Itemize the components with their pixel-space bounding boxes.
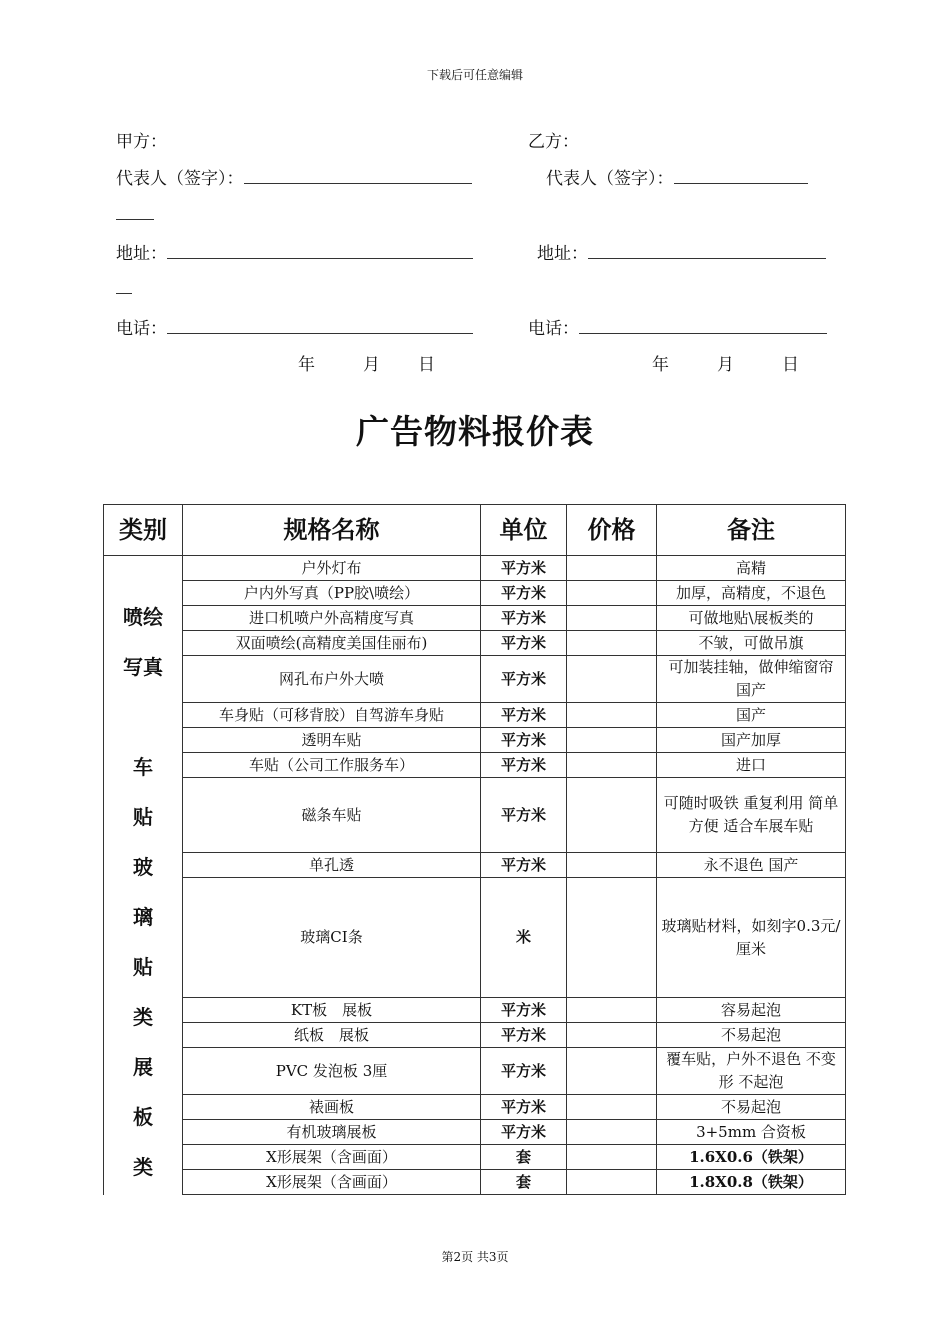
- party-a-date: [298, 350, 435, 375]
- price-cell: [567, 556, 657, 581]
- party-a-day: 日: [418, 355, 435, 375]
- price-cell: [567, 1095, 657, 1120]
- category-char: 车: [133, 755, 153, 779]
- remark-cell: 永不退色 国产: [657, 853, 846, 878]
- remark-cell: 高精: [657, 556, 846, 581]
- party-a-year: 年: [298, 355, 315, 375]
- party-b-address-line: [588, 244, 826, 259]
- unit-cell: 平方米: [481, 556, 567, 581]
- table-row: [104, 1095, 846, 1120]
- unit-cell: 平方米: [481, 778, 567, 853]
- spec-name-cell: 有机玻璃展板: [183, 1120, 481, 1145]
- price-cell: [567, 1120, 657, 1145]
- remark-cell: 可随时吸铁 重复利用 简单方便 适合车展车贴: [657, 778, 846, 853]
- category-cell: [104, 556, 183, 1195]
- table-row: [104, 556, 846, 581]
- unit-cell: 平方米: [481, 703, 567, 728]
- party-a-phone-line: [167, 319, 473, 334]
- unit-cell: 平方米: [481, 581, 567, 606]
- price-cell: [567, 853, 657, 878]
- quote-table: [103, 504, 846, 1195]
- party-b-phone-label: 电话：: [528, 319, 579, 339]
- price-cell: [567, 728, 657, 753]
- table-header-row: [104, 505, 846, 556]
- table-row: [104, 1145, 846, 1170]
- category-char: 喷绘: [123, 605, 163, 629]
- party-a-rep-line-overflow: [116, 205, 154, 225]
- price-cell: [567, 778, 657, 853]
- remark-cell: 3+5mm 合资板: [657, 1120, 846, 1145]
- table-row: [104, 656, 846, 703]
- spec-name-cell: 透明车贴: [183, 728, 481, 753]
- table-row: [104, 1120, 846, 1145]
- party-b-day: 日: [782, 355, 799, 375]
- category-char: 类: [133, 1005, 153, 1029]
- unit-cell: 平方米: [481, 656, 567, 703]
- remark-cell: 不易起泡: [657, 1023, 846, 1048]
- party-b-month: 月: [717, 355, 734, 375]
- category-char: 玻: [133, 855, 153, 879]
- party-a-address: [116, 239, 473, 264]
- price-cell: [567, 581, 657, 606]
- price-cell: [567, 1023, 657, 1048]
- price-cell: [567, 753, 657, 778]
- table-row: [104, 581, 846, 606]
- table-row: [104, 728, 846, 753]
- party-a-rep-label: 代表人（签字）：: [116, 169, 244, 189]
- party-b-phone: [528, 314, 827, 339]
- header-remark: 备注: [657, 505, 846, 556]
- remark-cell: 可加装挂轴，做伸缩窗帘 国产: [657, 656, 846, 703]
- price-cell: [567, 1170, 657, 1195]
- party-b-year: 年: [652, 355, 669, 375]
- price-cell: [567, 1145, 657, 1170]
- unit-cell: 平方米: [481, 1023, 567, 1048]
- spec-name-cell: PVC 发泡板 3厘: [183, 1048, 481, 1095]
- party-a-rep: [116, 164, 472, 189]
- category-char: 贴: [133, 805, 153, 829]
- table-row: [104, 1023, 846, 1048]
- price-cell: [567, 1048, 657, 1095]
- category-char: 类: [133, 1155, 153, 1179]
- header-category: 类别: [104, 505, 183, 556]
- table-row: [104, 853, 846, 878]
- price-cell: [567, 606, 657, 631]
- unit-cell: 平方米: [481, 998, 567, 1023]
- remark-cell: 加厚，高精度，不退色: [657, 581, 846, 606]
- unit-cell: 套: [481, 1170, 567, 1195]
- table-row: [104, 878, 846, 998]
- remark-cell: 1.6X0.6（铁架）: [657, 1145, 846, 1170]
- unit-cell: 平方米: [481, 753, 567, 778]
- unit-cell: 套: [481, 1145, 567, 1170]
- header-note: 下载后可任意编辑: [426, 68, 523, 82]
- unit-cell: 米: [481, 878, 567, 998]
- spec-name-cell: 纸板 展板: [183, 1023, 481, 1048]
- category-char: [108, 692, 178, 742]
- party-b-label: 乙方：: [528, 132, 579, 152]
- remark-cell: 进口: [657, 753, 846, 778]
- spec-name-cell: 网孔布户外大喷: [183, 656, 481, 703]
- party-b-address-label: 地址：: [537, 244, 588, 264]
- party-a-label: 甲方：: [116, 132, 167, 152]
- header-price: 价格: [567, 505, 657, 556]
- unit-cell: 平方米: [481, 853, 567, 878]
- spec-name-cell: 磁条车贴: [183, 778, 481, 853]
- header-unit: 单位: [481, 505, 567, 556]
- remark-cell: 不易起泡: [657, 1095, 846, 1120]
- spec-name-cell: 车贴（公司工作服务车）: [183, 753, 481, 778]
- price-cell: [567, 878, 657, 998]
- spec-name-cell: 玻璃CI条: [183, 878, 481, 998]
- table-row: [104, 1170, 846, 1195]
- party-a-address-line: [167, 244, 473, 259]
- remark-cell: 容易起泡: [657, 998, 846, 1023]
- party-b-phone-line: [579, 319, 827, 334]
- remark-cell: 可做地贴\展板类的: [657, 606, 846, 631]
- party-b-date: [652, 350, 799, 375]
- price-cell: [567, 656, 657, 703]
- category-char: 写真: [123, 655, 163, 679]
- spec-name-cell: 户外灯布: [183, 556, 481, 581]
- party-a-address-label: 地址：: [116, 244, 167, 264]
- unit-cell: 平方米: [481, 606, 567, 631]
- spec-name-cell: 户内外写真（PP胶\喷绘）: [183, 581, 481, 606]
- table-row: [104, 998, 846, 1023]
- category-char: 板: [133, 1105, 153, 1129]
- remark-cell: 国产加厚: [657, 728, 846, 753]
- header-spec-name: 规格名称: [183, 505, 481, 556]
- remark-cell: 不皱，可做吊旗: [657, 631, 846, 656]
- remark-cell: 玻璃贴材料，如刻字0.3元/厘米: [657, 878, 846, 998]
- unit-cell: 平方米: [481, 1048, 567, 1095]
- table-row: [104, 631, 846, 656]
- spec-name-cell: 车身贴（可移背胶）自驾游车身贴: [183, 703, 481, 728]
- table-row: [104, 753, 846, 778]
- spec-name-cell: X形展架（含画面）: [183, 1170, 481, 1195]
- spec-name-cell: 进口机喷户外高精度写真: [183, 606, 481, 631]
- spec-name-cell: KT板 展板: [183, 998, 481, 1023]
- unit-cell: 平方米: [481, 1120, 567, 1145]
- remark-cell: 覆车贴，户外不退色 不变形 不起泡: [657, 1048, 846, 1095]
- unit-cell: 平方米: [481, 1095, 567, 1120]
- party-a-month: 月: [363, 355, 380, 375]
- table-row: [104, 778, 846, 853]
- price-cell: [567, 703, 657, 728]
- unit-cell: 平方米: [481, 728, 567, 753]
- price-cell: [567, 631, 657, 656]
- party-a-phone-label: 电话：: [116, 319, 167, 339]
- party-a-address-line-overflow: [116, 279, 132, 299]
- party-b-rep: [546, 164, 808, 189]
- category-char: 展: [133, 1055, 153, 1079]
- page-title: 广告物料报价表: [356, 412, 594, 451]
- table-row: [104, 703, 846, 728]
- party-a-rep-line: [244, 169, 472, 184]
- spec-name-cell: 裱画板: [183, 1095, 481, 1120]
- party-a-phone: [116, 314, 473, 339]
- spec-name-cell: 双面喷绘(高精度美国佳丽布): [183, 631, 481, 656]
- remark-cell: 国产: [657, 703, 846, 728]
- remark-cell: 1.8X0.8（铁架）: [657, 1170, 846, 1195]
- party-b-rep-line: [674, 169, 808, 184]
- party-b-rep-label: 代表人（签字）：: [546, 169, 674, 189]
- category-char: 贴: [133, 955, 153, 979]
- table-row: [104, 606, 846, 631]
- spec-name-cell: X形展架（含画面）: [183, 1145, 481, 1170]
- price-cell: [567, 998, 657, 1023]
- party-b-address: [537, 239, 826, 264]
- spec-name-cell: 单孔透: [183, 853, 481, 878]
- category-char: 璃: [133, 905, 153, 929]
- footer-note: 第2页 共3页: [441, 1250, 509, 1264]
- unit-cell: 平方米: [481, 631, 567, 656]
- table-row: [104, 1048, 846, 1095]
